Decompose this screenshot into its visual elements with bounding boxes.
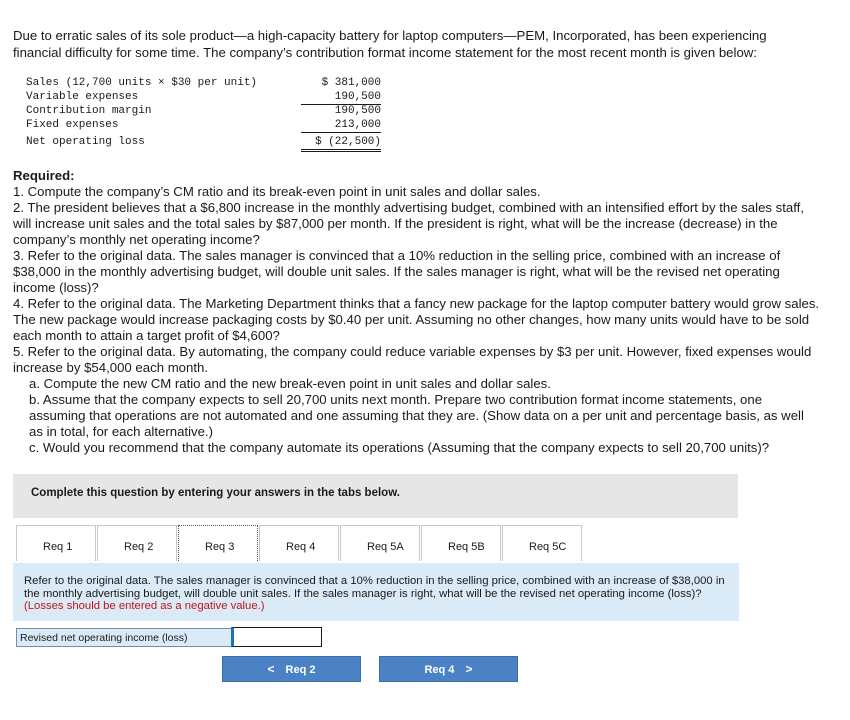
tab-req-5b[interactable]: Req 5B (421, 525, 501, 561)
requirement-5: 5. Refer to the original data. By automating, the company could reduce variable expenses by $3 per unit. However, fixed expenses would increase by $54,000 each month. (13, 344, 812, 375)
next-req-label: Req 4 (424, 664, 455, 676)
tab-req-5c[interactable]: Req 5C (502, 525, 582, 561)
net-operating-loss-label: Net operating loss (26, 136, 145, 148)
tab-req-2[interactable]: Req 2 (97, 525, 177, 561)
question-body: Refer to the original data. The sales manager is convinced that a 10% reduction in the selling price, combined with an increase of $38,000 in the monthly advertising budget, will double unit sales. If the sales manager is right, what will be the revised net operating income (loss)? (24, 575, 725, 600)
next-req-button[interactable] (379, 656, 518, 682)
tab-req-4[interactable]: Req 4 (259, 525, 339, 561)
revised-noi-label: Revised net operating income (loss) (16, 628, 232, 647)
requirement-4: 4. Refer to the original data. The Marketing Department thinks that a fancy new package for the laptop computer battery would grow sales. The new package would increase packaging costs by $0.40 per unit. Assuming no other changes, how many units would have to be sold each month to attain a target profit of $4,600? (13, 296, 820, 343)
instruction-box (13, 474, 738, 518)
requirement-5c: c. Would you recommend that the company automate its operations (Assuming that the company expects to sell 20,700 units)? (29, 440, 770, 455)
sales-label: Sales (12,700 units × $30 per unit) (26, 77, 258, 89)
sales-value: $ 381,000 (321, 77, 381, 89)
prev-req-label: Req 2 (285, 664, 316, 676)
required-section (13, 168, 821, 456)
fixed-expenses-label: Fixed expenses (26, 119, 119, 131)
requirement-3: 3. Refer to the original data. The sales manager is convinced that a 10% reduction in the selling price, combined with an increase of $38,000 in the monthly advertising budget, will double unit sales. If the sales manager is right, what will be the revised net operating income (loss)? (13, 248, 781, 295)
required-heading: Required: (13, 168, 75, 183)
instruction-text: Complete this question by entering your answers in the tabs below. (31, 487, 400, 499)
variable-expenses-label: Variable expenses (26, 91, 139, 103)
chevron-right-icon: > (465, 662, 473, 676)
tab-req-5a[interactable]: Req 5A (340, 525, 420, 561)
tab-req-3[interactable]: Req 3 (178, 525, 258, 561)
net-operating-loss-value: $ (22,500) (301, 135, 381, 152)
revised-noi-input[interactable] (231, 627, 322, 647)
contribution-margin-value: 190,500 (334, 105, 381, 117)
fixed-expenses-value: 213,000 (301, 118, 381, 133)
question-text (24, 575, 736, 613)
chevron-left-icon: < (267, 662, 275, 676)
prev-req-button[interactable] (222, 656, 361, 682)
question-panel (13, 563, 739, 621)
requirement-2: 2. The president believes that a $6,800 increase in the monthly advertising budget, combined with an intensified effort by the sales staff, will increase unit sales and the total sales by $87,000 per month. If the president is right, what will be the increase (decrease) in the company’s monthly net operating income? (13, 200, 805, 247)
negative-value-note: (Losses should be entered as a negative value.) (24, 600, 265, 612)
contribution-margin-label: Contribution margin (26, 105, 152, 117)
variable-expenses-value: 190,500 (301, 90, 381, 105)
requirement-1: 1. Compute the company’s CM ratio and its break-even point in unit sales and dollar sales. (13, 184, 541, 199)
requirement-5b: b. Assume that the company expects to sell 20,700 units next month. Prepare two contribution format income statements, one assuming that operations are not automated and one assuming that they are. (Show data on a per unit and percentage basis, as well as in total, for each alternative.) (29, 392, 804, 439)
problem-intro: Due to erratic sales of its sole product—a high-capacity battery for laptop computers—PEM, Incorporated, has been experiencing financial difficulty for some time. The company’s contribution format income statement for the most recent month is given below: (13, 28, 767, 60)
tab-req-1[interactable]: Req 1 (16, 525, 96, 561)
requirement-5a: a. Compute the new CM ratio and the new break-even point in unit sales and dollar sales. (29, 376, 551, 391)
